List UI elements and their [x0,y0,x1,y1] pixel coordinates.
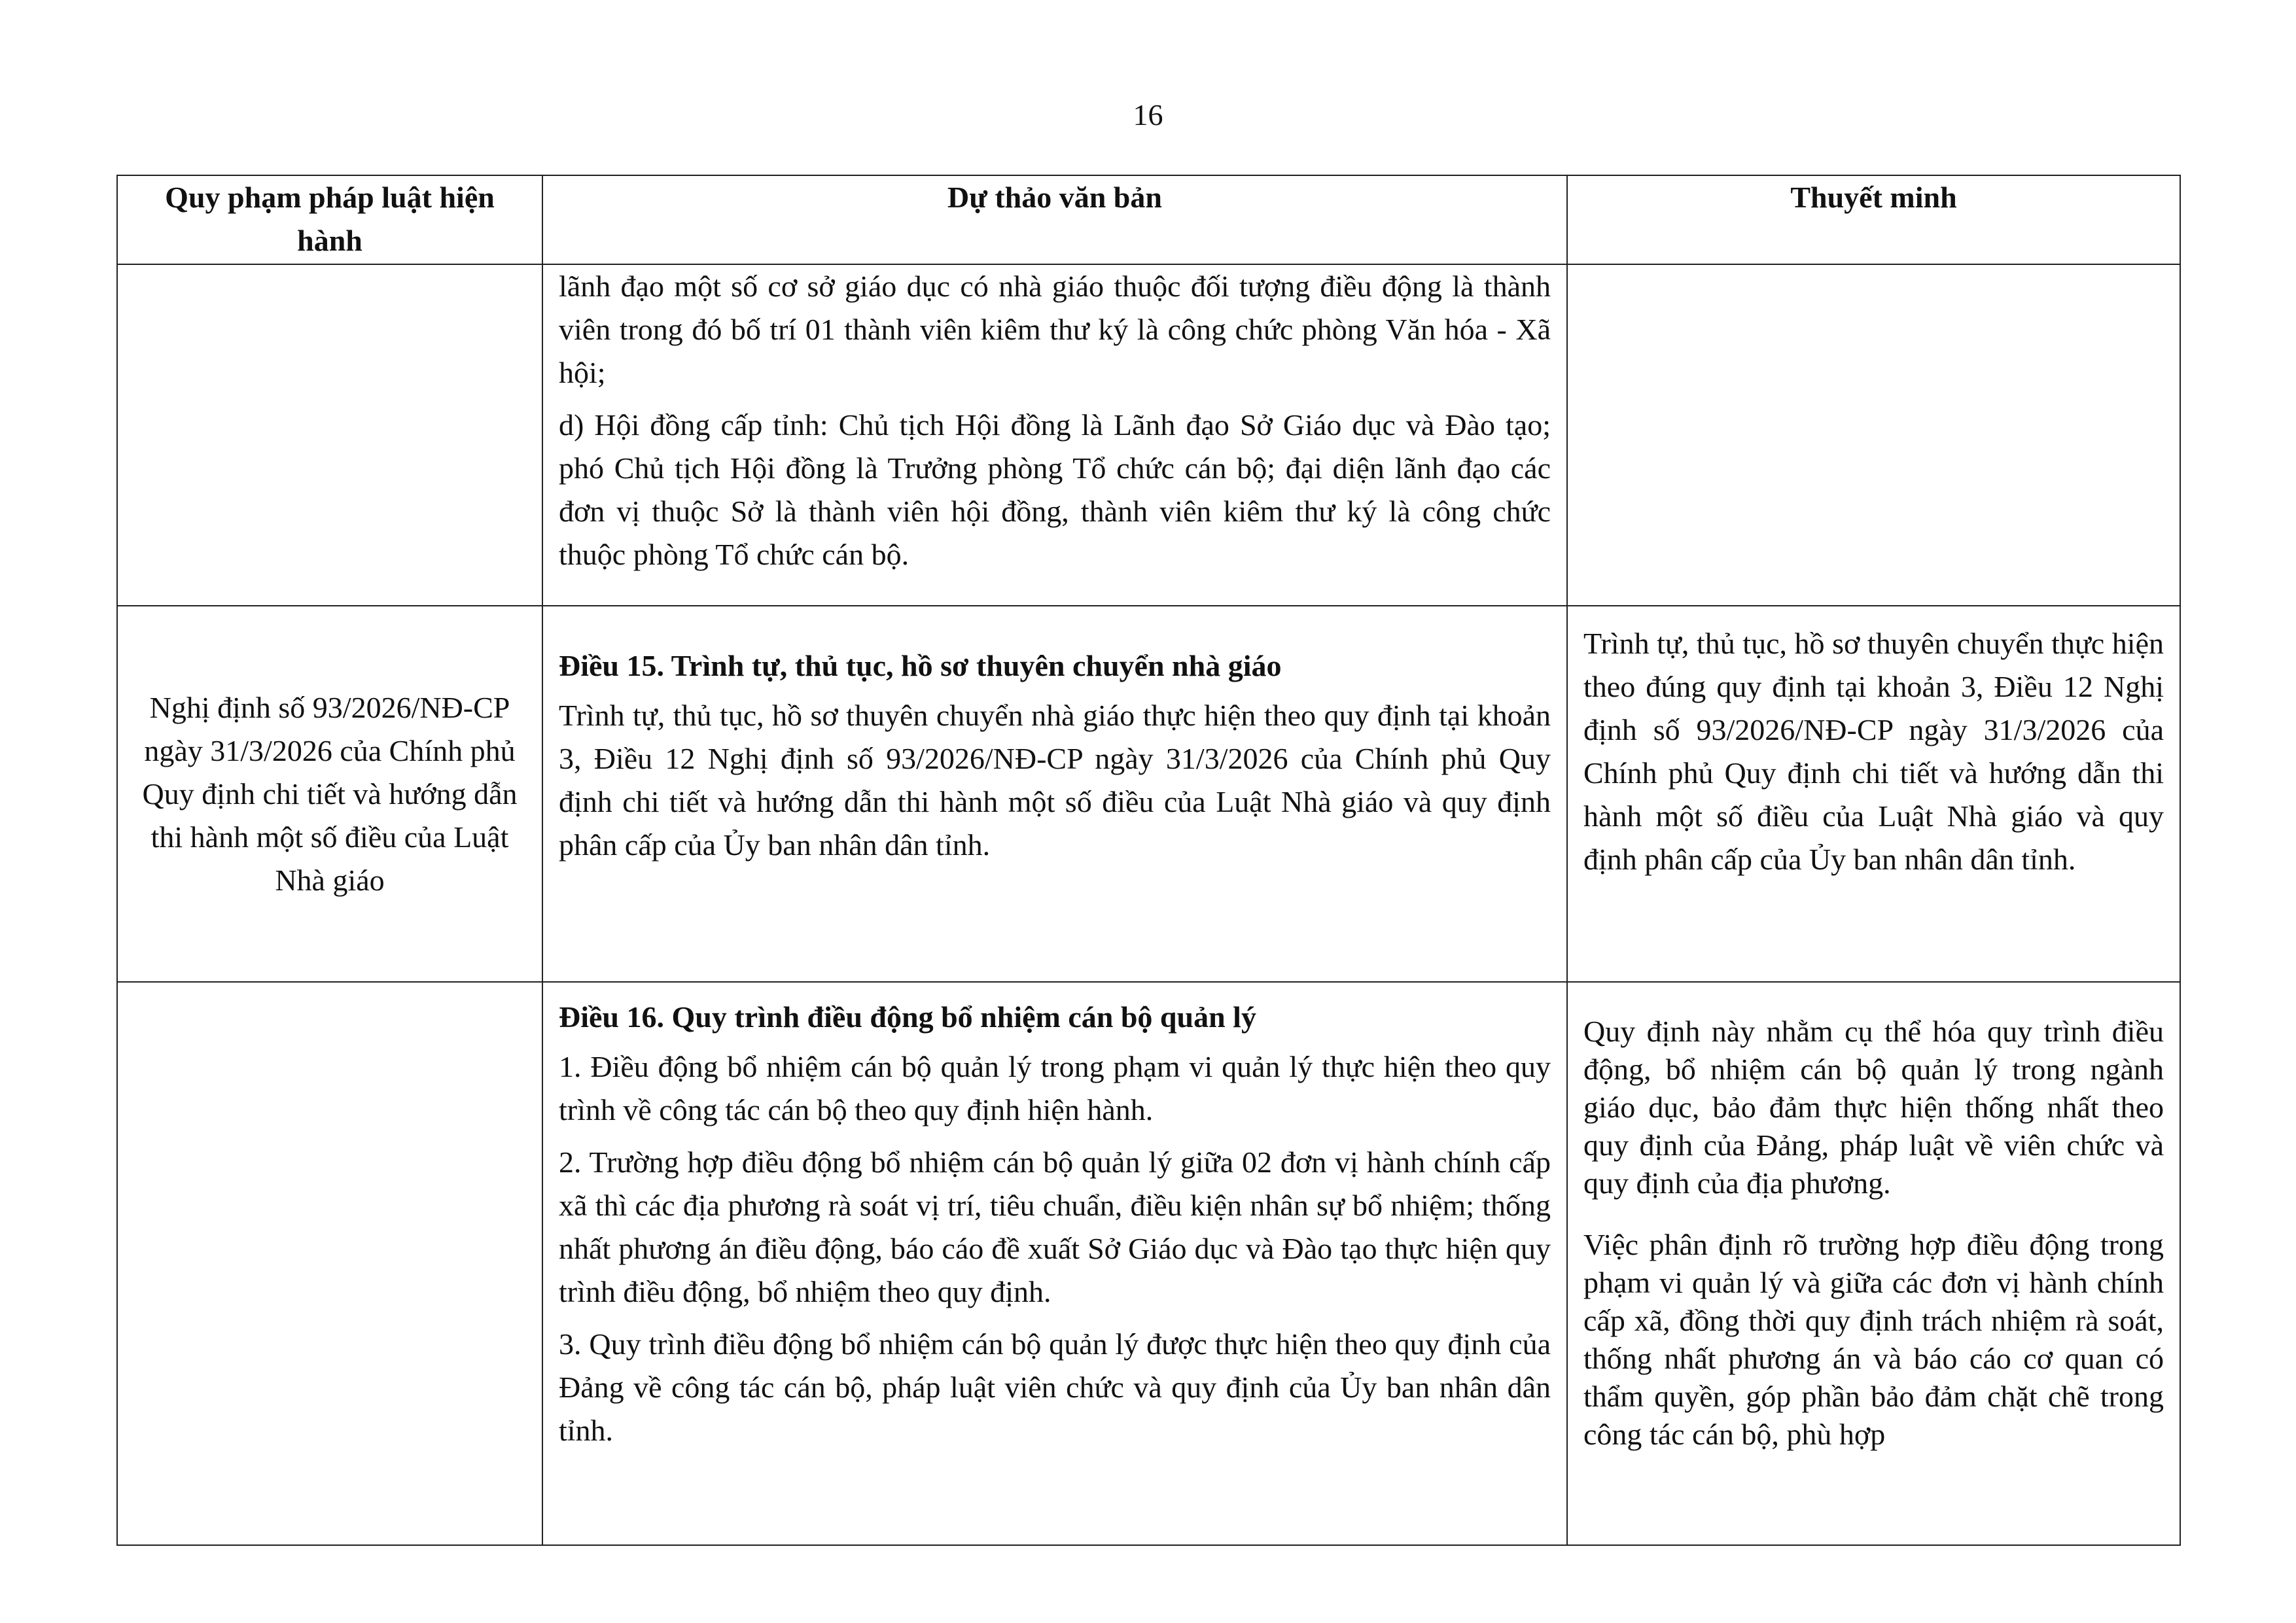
draft-cell [542,264,1567,606]
law-cell: Nghị định số 93/2026/NĐ-CP ngày 31/3/2026 của Chính phủ Quy định chi tiết và hướng dẫn thi hành một số điều của Luật Nhà giáo [117,606,542,982]
note-paragraph: Quy định này nhằm cụ thể hóa quy trình điều động, bổ nhiệm cán bộ quản lý trong ngành giáo dục, bảo đảm thực hiện thống nhất theo quy định của Đảng, pháp luật về viên chức và quy định của địa phương. [1583,1015,2164,1200]
draft-paragraph: d) Hội đồng cấp tỉnh: Chủ tịch Hội đồng là Lãnh đạo Sở Giáo dục và Đào tạo; phó Chủ tịch Hội đồng là Trưởng phòng Tổ chức cán bộ; đại diện lãnh đạo các đơn vị thuộc Sở là thành viên hội đồng, thành viên kiêm thư ký là công chức thuộc phòng Tổ chức cán bộ. [559,408,1551,571]
note-cell [1567,264,2180,606]
draft-paragraph: 2. Trường hợp điều động bổ nhiệm cán bộ quản lý giữa 02 đơn vị hành chính cấp xã thì các địa phương rà soát vị trí, tiêu chuẩn, điều kiện nhân sự bổ nhiệm; thống nhất phương án điều động, báo cáo đề xuất Sở Giáo dục và Đào tạo thực hiện quy trình điều động, bổ nhiệm theo quy định. [559,1145,1551,1308]
table-row [117,264,2180,606]
header-explanation: Thuyết minh [1567,175,2180,264]
comparison-table [116,175,2181,1546]
page-number: 16 [1133,98,1163,131]
draft-paragraph: lãnh đạo một số cơ sở giáo dục có nhà giáo thuộc đối tượng điều động là thành viên trong đó bố trí 01 thành viên kiêm thư ký là công chức phòng Văn hóa - Xã hội; [559,270,1551,389]
draft-cell [542,982,1567,1545]
article-heading: Điều 15. Trình tự, thủ tục, hồ sơ thuyên chuyển nhà giáo [559,649,1282,682]
table-row [117,982,2180,1545]
draft-paragraph: 3. Quy trình điều động bổ nhiệm cán bộ quản lý được thực hiện theo quy định của Đảng về công tác cán bộ, pháp luật viên chức và quy định của Ủy ban nhân dân tỉnh. [559,1327,1551,1447]
header-draft-text: Dự thảo văn bản [542,175,1567,264]
draft-paragraph: 1. Điều động bổ nhiệm cán bộ quản lý trong phạm vi quản lý thực hiện theo quy trình về công tác cán bộ theo quy định hiện hành. [559,1050,1551,1126]
table-row [117,606,2180,982]
table-header [117,175,2180,264]
note-cell [1567,982,2180,1545]
article-heading: Điều 16. Quy trình điều động bổ nhiệm cán bộ quản lý [559,1000,1256,1034]
note-cell [1567,606,2180,982]
draft-cell [542,606,1567,982]
note-paragraph: Việc phân định rõ trường hợp điều động trong phạm vi quản lý và giữa các đơn vị hành chính cấp xã, đồng thời quy định trách nhiệm rà soát, thống nhất phương án và báo cáo cơ quan có thẩm quyền, góp phần bảo đảm chặt chẽ trong công tác cán bộ, phù hợp [1583,1228,2164,1451]
law-cell [117,264,542,606]
draft-paragraph: Trình tự, thủ tục, hồ sơ thuyên chuyển nhà giáo thực hiện theo quy định tại khoản 3, Điều 12 Nghị định số 93/2026/NĐ-CP ngày 31/3/2026 của Chính phủ Quy định chi tiết và hướng dẫn thi hành một số điều của Luật Nhà giáo và quy định phân cấp của Ủy ban nhân dân tỉnh. [559,699,1551,862]
note-paragraph: Trình tự, thủ tục, hồ sơ thuyên chuyển thực hiện theo đúng quy định tại khoản 3, Điều 12 Nghị định số 93/2026/NĐ-CP ngày 31/3/2026 của Chính phủ Quy định chi tiết và hướng dẫn thi hành một số điều của Luật Nhà giáo và quy định phân cấp của Ủy ban nhân dân tỉnh. [1583,627,2164,876]
header-current-law: Quy phạm pháp luật hiện hành [117,175,542,264]
law-cell [117,982,542,1545]
